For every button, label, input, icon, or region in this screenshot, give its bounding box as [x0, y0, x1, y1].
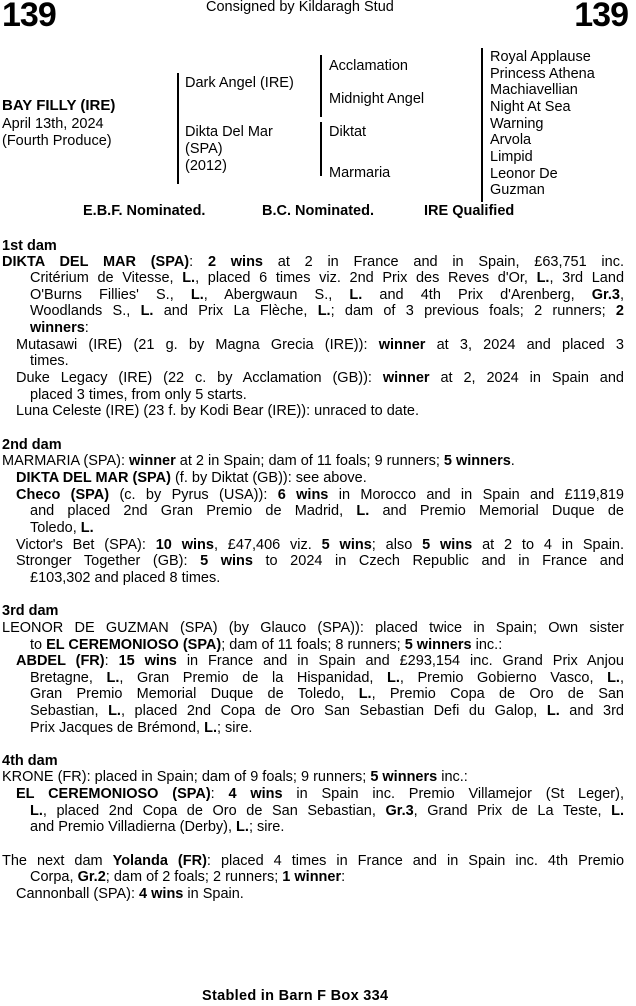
- ped-sss: Royal Applause: [490, 49, 591, 65]
- consignor: Consigned by Kildaragh Stud: [206, 0, 394, 15]
- ped-ddd-2: Guzman: [490, 182, 545, 198]
- third-dam-line-3: ABDEL (FR): 15 wins in France and in Spain and £293,154 inc. Grand Prix Anjou: [16, 653, 624, 669]
- fourth-dam-line-4: and Premio Villadierna (Derby), L.; sire.: [30, 819, 285, 835]
- produce-number: (Fourth Produce): [2, 133, 112, 149]
- horse-name: BAY FILLY (IRE): [2, 97, 116, 114]
- second-dam-line-1: MARMARIA (SPA): winner at 2 in Spain; dam of 11 foals; 9 runners; 5 winners.: [2, 453, 515, 469]
- fourth-dam-line-3: L., placed 2nd Copa de Oro de San Sebastian, Gr.3, Grand Prix de La Teste, L.: [30, 803, 625, 819]
- sire: Dark Angel (IRE): [185, 75, 294, 91]
- nomination-bc: B.C. Nominated.: [262, 203, 374, 219]
- third-dam-line-7: Prix Jacques de Brémond, L.; sire.: [30, 720, 253, 736]
- ped-ssd: Princess Athena: [490, 66, 595, 82]
- first-dam-line-5: winners:: [30, 320, 89, 336]
- fourth-dam-line-2: EL CEREMONIOSO (SPA): 4 wins in Spain inc. Premio Villamejor (St Leger),: [16, 786, 624, 802]
- first-dam-line-4: Woodlands S., L. and Prix La Flèche, L.; dam of 3 previous foals; 2 runners; 2: [30, 303, 624, 319]
- pedigree-bracket-3: [481, 48, 483, 202]
- pedigree-bracket-1: [177, 73, 179, 184]
- lot-number-right: 139: [574, 0, 628, 34]
- foal-mutasawi-cont: times.: [30, 353, 69, 369]
- nomination-ebf: E.B.F. Nominated.: [83, 203, 206, 219]
- pedigree-bracket-2a: [320, 55, 322, 117]
- foal-luna-celeste: Luna Celeste (IRE) (23 f. by Kodi Bear (IRE)): unraced to date.: [16, 403, 419, 419]
- ped-ddd-1: Leonor De: [490, 166, 558, 182]
- pedigree-bracket-2b: [320, 122, 322, 176]
- first-dam-line-3: O'Burns Fillies' S., L., Abergwaun S., L. and 4th Prix d'Arenberg, Gr.3,: [30, 287, 624, 303]
- ped-dss: Warning: [490, 116, 544, 132]
- ped-dsd: Arvola: [490, 132, 532, 148]
- ped-dds: Limpid: [490, 149, 533, 165]
- sire-dam: Midnight Angel: [329, 91, 425, 107]
- fourth-dam-line-1: KRONE (FR): placed in Spain; dam of 9 foals; 9 runners; 5 winners inc.:: [2, 769, 468, 785]
- second-dam-line-3: Checo (SPA) (c. by Pyrus (USA)): 6 wins in Morocco and in Spain and £119,819: [16, 487, 624, 503]
- first-dam-heading: 1st dam: [2, 238, 57, 254]
- second-dam-heading: 2nd dam: [2, 437, 62, 453]
- foal-duke-legacy-cont: placed 3 times, from only 5 starts.: [30, 387, 247, 403]
- first-dam-line-1: DIKTA DEL MAR (SPA): 2 wins at 2 in France and in Spain, £63,751 inc.: [2, 254, 624, 270]
- second-dam-line-7: Stronger Together (GB): 5 wins to 2024 in Czech Republic and in France and: [16, 553, 624, 569]
- sire-sire: Acclamation: [329, 58, 408, 74]
- next-dam-line-3: Cannonball (SPA): 4 wins in Spain.: [16, 886, 244, 902]
- dam-dam: Marmaria: [329, 165, 391, 181]
- first-dam-line-2: Critérium de Vitesse, L., placed 6 times viz. 2nd Prix des Reves d'Or, L., 3rd Land: [30, 270, 625, 286]
- third-dam-line-1: LEONOR DE GUZMAN (SPA) (by Glauco (SPA)): placed twice in Spain; Own sister: [2, 620, 624, 636]
- next-dam-line-1: The next dam Yolanda (FR): placed 4 times in France and in Spain inc. 4th Premio: [2, 853, 625, 869]
- dam-sire: Diktat: [329, 124, 367, 140]
- second-dam-line-8: £103,302 and placed 8 times.: [30, 570, 221, 586]
- third-dam-line-4: Bretagne, L., Gran Premio de la Hispanidad, L., Premio Gobierno Vasco, L.,: [30, 670, 624, 686]
- second-dam-line-5: Toledo, L.: [30, 520, 94, 536]
- dam-line2: (SPA): [185, 141, 223, 157]
- foal-mutasawi: Mutasawi (IRE) (21 g. by Magna Grecia (IRE)): winner at 3, 2024 and placed 3: [16, 337, 624, 353]
- stabled-location: Stabled in Barn F Box 334: [202, 988, 389, 1004]
- fourth-dam-heading: 4th dam: [2, 753, 58, 769]
- next-dam-line-2: Corpa, Gr.2; dam of 2 foals; 2 runners; 1 winner:: [30, 869, 346, 885]
- third-dam-line-2: to EL CEREMONIOSO (SPA); dam of 11 foals; 8 runners; 5 winners inc.:: [30, 637, 503, 653]
- dam-line3: (2012): [185, 158, 227, 174]
- third-dam-heading: 3rd dam: [2, 603, 59, 619]
- second-dam-line-4: and placed 2nd Gran Premio de Madrid, L. and Premio Memorial Duque de: [30, 503, 624, 519]
- second-dam-line-2: DIKTA DEL MAR (SPA) (f. by Diktat (GB)): see above.: [16, 470, 367, 486]
- nomination-ire: IRE Qualified: [424, 203, 515, 219]
- third-dam-line-5: Gran Premio Memorial Duque de Toledo, L., Premio Copa de Oro de San: [30, 686, 624, 702]
- ped-sdd: Night At Sea: [490, 99, 571, 115]
- dam-line1: Dikta Del Mar: [185, 124, 273, 140]
- second-dam-line-6: Victor's Bet (SPA): 10 wins, £47,406 viz. 5 wins; also 5 wins at 2 to 4 in Spain.: [16, 537, 625, 553]
- lot-number-left: 139: [2, 0, 56, 34]
- ped-sds: Machiavellian: [490, 82, 578, 98]
- foaling-date: April 13th, 2024: [2, 116, 104, 132]
- foal-duke-legacy: Duke Legacy (IRE) (22 c. by Acclamation (GB)): winner at 2, 2024 in Spain and: [16, 370, 624, 386]
- third-dam-line-6: Sebastian, L., placed 2nd Copa de Oro San Sebastian Defi du Galop, L. and 3rd: [30, 703, 624, 719]
